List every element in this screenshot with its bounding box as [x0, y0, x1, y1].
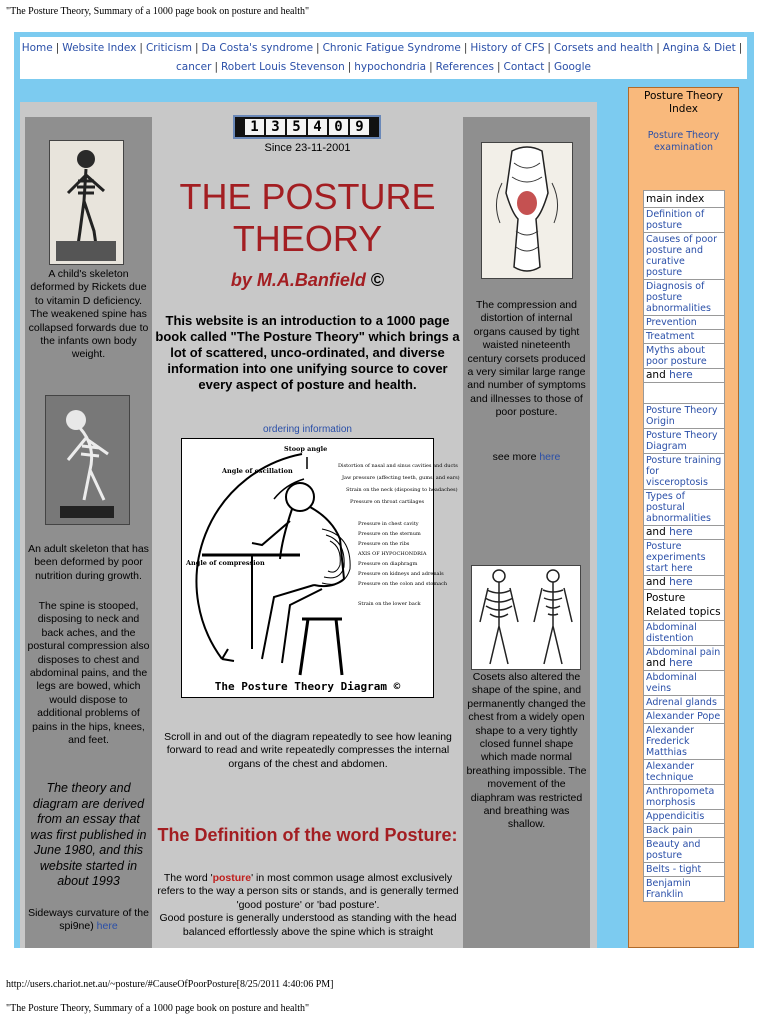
nav-link-references[interactable]: References: [435, 61, 494, 73]
nav-link-stevenson[interactable]: Robert Louis Stevenson: [220, 61, 345, 73]
index-link-diagnosis[interactable]: Diagnosis of posture abnormalities: [644, 280, 724, 316]
nav-link-google[interactable]: Google: [553, 61, 591, 73]
related-link[interactable]: Alexander Pope: [644, 710, 724, 724]
counter-digit: 1: [245, 119, 264, 135]
diagram-note: Pressure on the colon and stomach: [358, 581, 448, 587]
nav-link-corsets[interactable]: Corsets and health: [553, 42, 654, 54]
theory-origin-text: The theory and diagram are derived from an essay that was first published in June 1980, and this website started in about 1993: [30, 781, 147, 888]
related-link[interactable]: Adrenal glands: [644, 696, 724, 710]
print-footer-title: "The Posture Theory, Summary of a 1000 page book on posture and health": [6, 1003, 310, 1014]
diagram-note: Pressure on diaphragm: [358, 561, 418, 567]
corset-caption: The compression and distortion of internal organs caused by tight waisted nineteenth century corsets produced a very similar large range and number of symptoms and illnesses to those of poor posture.: [467, 299, 586, 419]
index-and-here-3: and here: [644, 576, 724, 590]
index-link-origin[interactable]: Posture Theory Origin: [644, 404, 724, 429]
index-link-treatment[interactable]: Treatment: [644, 330, 724, 344]
ordering-info-link[interactable]: ordering information: [263, 424, 352, 435]
page-title: THE POSTURE THEORY: [179, 176, 436, 259]
top-navigation: [20, 37, 747, 79]
spine-stooped-text: The spine is stooped, disposing to neck and back aches, and the postural compression also disposes to chest and abdominal pains, and the legs are bowed, which would dispose to additional problems of pains in the hips, knees, and feet.: [27, 600, 150, 747]
child-skeleton-caption: A child's skeleton deformed by Rickets due to vitamin D deficiency. The weakened spine has collapsed forwards due to the infants own body weight.: [28, 268, 149, 361]
index-and-here-2: and here: [644, 526, 724, 540]
diagram-caption: The Posture Theory Diagram ©: [214, 680, 401, 693]
index-experiments-here-link[interactable]: here: [669, 576, 693, 588]
index-and-here: and here: [644, 369, 724, 383]
ordering-info: [155, 424, 460, 435]
nav-row-1: Home | Website Index | Criticism | Da Costa's syndrome | Chronic Fatigue Syndrome | History of CFS | Corsets and health | Angina & Diet |: [21, 42, 743, 54]
nav-link-da-costa[interactable]: Da Costa's syndrome: [201, 42, 314, 54]
index-link-causes[interactable]: Causes of poor posture and curative posture: [644, 233, 724, 280]
index-link-types[interactable]: Types of postural abnormalities: [644, 490, 724, 526]
diagram-note: Distortion of nasal and sinus cavities and ducts: [338, 463, 458, 469]
index-link-definition[interactable]: Definition of posture: [644, 208, 724, 233]
see-more-text: see more here: [492, 451, 561, 463]
diagram-label-stoop: Stoop angle: [284, 445, 328, 453]
diagram-note: Pressure on throat cartilages: [350, 499, 425, 505]
diagram-note: Pressure in chest cavity: [358, 521, 419, 527]
diagram-label-compression: Angle of compression: [186, 559, 265, 567]
diagram-note: Pressure on the sternum: [358, 531, 421, 537]
visitor-counter: [233, 115, 381, 139]
index-exam: [630, 130, 737, 154]
nav-link-home[interactable]: Home: [21, 42, 53, 54]
posture-theory-diagram[interactable]: [181, 438, 460, 698]
nav-link-criticism[interactable]: Criticism: [145, 42, 192, 54]
print-footer-url: http://users.chariot.net.au/~posture/#CauseOfPoorPosture[8/25/2011 4:40:06 PM]: [6, 979, 334, 990]
index-link-training[interactable]: Posture training for visceroptosis: [644, 454, 724, 490]
adult-skeleton-image: [45, 395, 130, 525]
corset-spine-caption: Cosets also altered the shape of the spine, and permanently changed the chest from a widely open shape to a very tightly closed funnel shape which made normal breathing impossible. The movement of the diaphram was restricted and breathing was shallow.: [466, 671, 587, 831]
main-index-heading: main index: [644, 191, 724, 208]
diagram-note: AXIS OF HYPOCHONDRIA: [358, 551, 427, 557]
sideways-curvature-link[interactable]: here: [96, 920, 118, 933]
diagram-label-oscillation: Angle of oscillation: [222, 467, 293, 475]
nav-link-contact[interactable]: Contact: [503, 61, 545, 73]
counter-since-date: Since 23-11-2001: [264, 142, 351, 154]
nav-row-2: cancer | Robert Louis Stevenson | hypochondria | References | Contact | Google: [176, 61, 591, 73]
index-link-diagram[interactable]: Posture Theory Diagram: [644, 429, 724, 454]
diagram-note: Pressure on kidneys and adrenals: [358, 571, 444, 577]
index-link-myths[interactable]: Myths about poor posture: [644, 344, 724, 369]
related-link[interactable]: Beauty and posture: [644, 838, 724, 863]
counter-digit: 4: [308, 119, 327, 135]
counter-digit: 9: [350, 119, 369, 135]
diagram-note: Strain on the lower back: [358, 601, 421, 607]
index-link-experiments[interactable]: Posture experiments start here: [644, 540, 724, 576]
counter-digit: 3: [266, 119, 285, 135]
main-index-list: [643, 190, 725, 902]
counter-digit: 0: [329, 119, 348, 135]
intro-text: This website is an introduction to a 1000 page book called "The Posture Theory" which brings a lot of scattered, unco-ordinated, and diverse information into one unifying source to cover every aspect of posture and health.: [155, 313, 460, 392]
related-link[interactable]: Belts - tight: [644, 863, 724, 877]
nav-link-cfs[interactable]: Chronic Fatigue Syndrome: [322, 42, 461, 54]
related-link[interactable]: Alexander technique: [644, 760, 724, 785]
diagram-scroll-text: Scroll in and out of the diagram repeatedly to see how leaning forward to read and write repeatedly compresses the internal organs of the chest and abdomen.: [164, 731, 452, 770]
nav-link-hypochondria[interactable]: hypochondria: [354, 61, 427, 73]
related-pain-here-link[interactable]: here: [669, 657, 693, 669]
index-spacer: [644, 383, 724, 404]
nav-link-cancer[interactable]: cancer: [176, 61, 212, 73]
related-link[interactable]: Abdominal pain and here: [644, 646, 724, 671]
index-link-prevention[interactable]: Prevention: [644, 316, 724, 330]
definition-heading: The Definition of the word Posture:: [157, 825, 458, 845]
related-link[interactable]: Anthropometa morphosis: [644, 785, 724, 810]
index-myths-here-link[interactable]: here: [669, 369, 693, 381]
see-more-link[interactable]: here: [539, 451, 561, 463]
posture-exam-link[interactable]: Posture Theory examination: [647, 130, 720, 153]
child-skeleton-image: [49, 140, 124, 265]
nav-link-angina-diet[interactable]: Angina & Diet: [662, 42, 736, 54]
related-link[interactable]: Back pain: [644, 824, 724, 838]
related-link[interactable]: Abdominal veins: [644, 671, 724, 696]
print-header: "The Posture Theory, Summary of a 1000 page book on posture and health": [6, 6, 310, 17]
nav-link-website-index[interactable]: Website Index: [62, 42, 137, 54]
index-title: Posture Theory Index: [644, 90, 723, 116]
diagram-note: Jaw pressure (affecting teeth, gums, and ears): [342, 475, 460, 481]
index-types-here-link[interactable]: here: [669, 526, 693, 538]
related-link[interactable]: Benjamin Franklin: [646, 878, 691, 900]
related-link[interactable]: Alexander Frederick Matthias: [644, 724, 724, 760]
related-link[interactable]: Appendicitis: [644, 810, 724, 824]
nav-link-history-cfs[interactable]: History of CFS: [470, 42, 545, 54]
adult-skeleton-caption: An adult skeleton that has been deformed by poor nutrition during growth.: [28, 543, 149, 582]
related-link[interactable]: Abdominal distention: [644, 621, 724, 646]
author-byline: by M.A.Banfield ©: [230, 270, 385, 290]
corset-skeletons-image: [471, 565, 581, 670]
sideways-curvature-text: Sideways curvature of the spi9ne) here: [28, 907, 149, 933]
diagram-note: Strain on the neck (disposing to headaches): [346, 487, 458, 493]
corset-organs-image: [481, 142, 573, 279]
definition-text: The word 'posture' in most common usage almost exclusively refers to the way a person sits or stands, and is generally termed 'good posture' or 'bad posture'. Good posture is generally understood as standing with the head balanced effortlessly above the spine which is straight: [157, 872, 459, 938]
counter-digit: 5: [287, 119, 306, 135]
diagram-note: Pressure on the ribs: [358, 541, 410, 547]
related-topics-heading: Posture Related topics: [644, 590, 724, 621]
